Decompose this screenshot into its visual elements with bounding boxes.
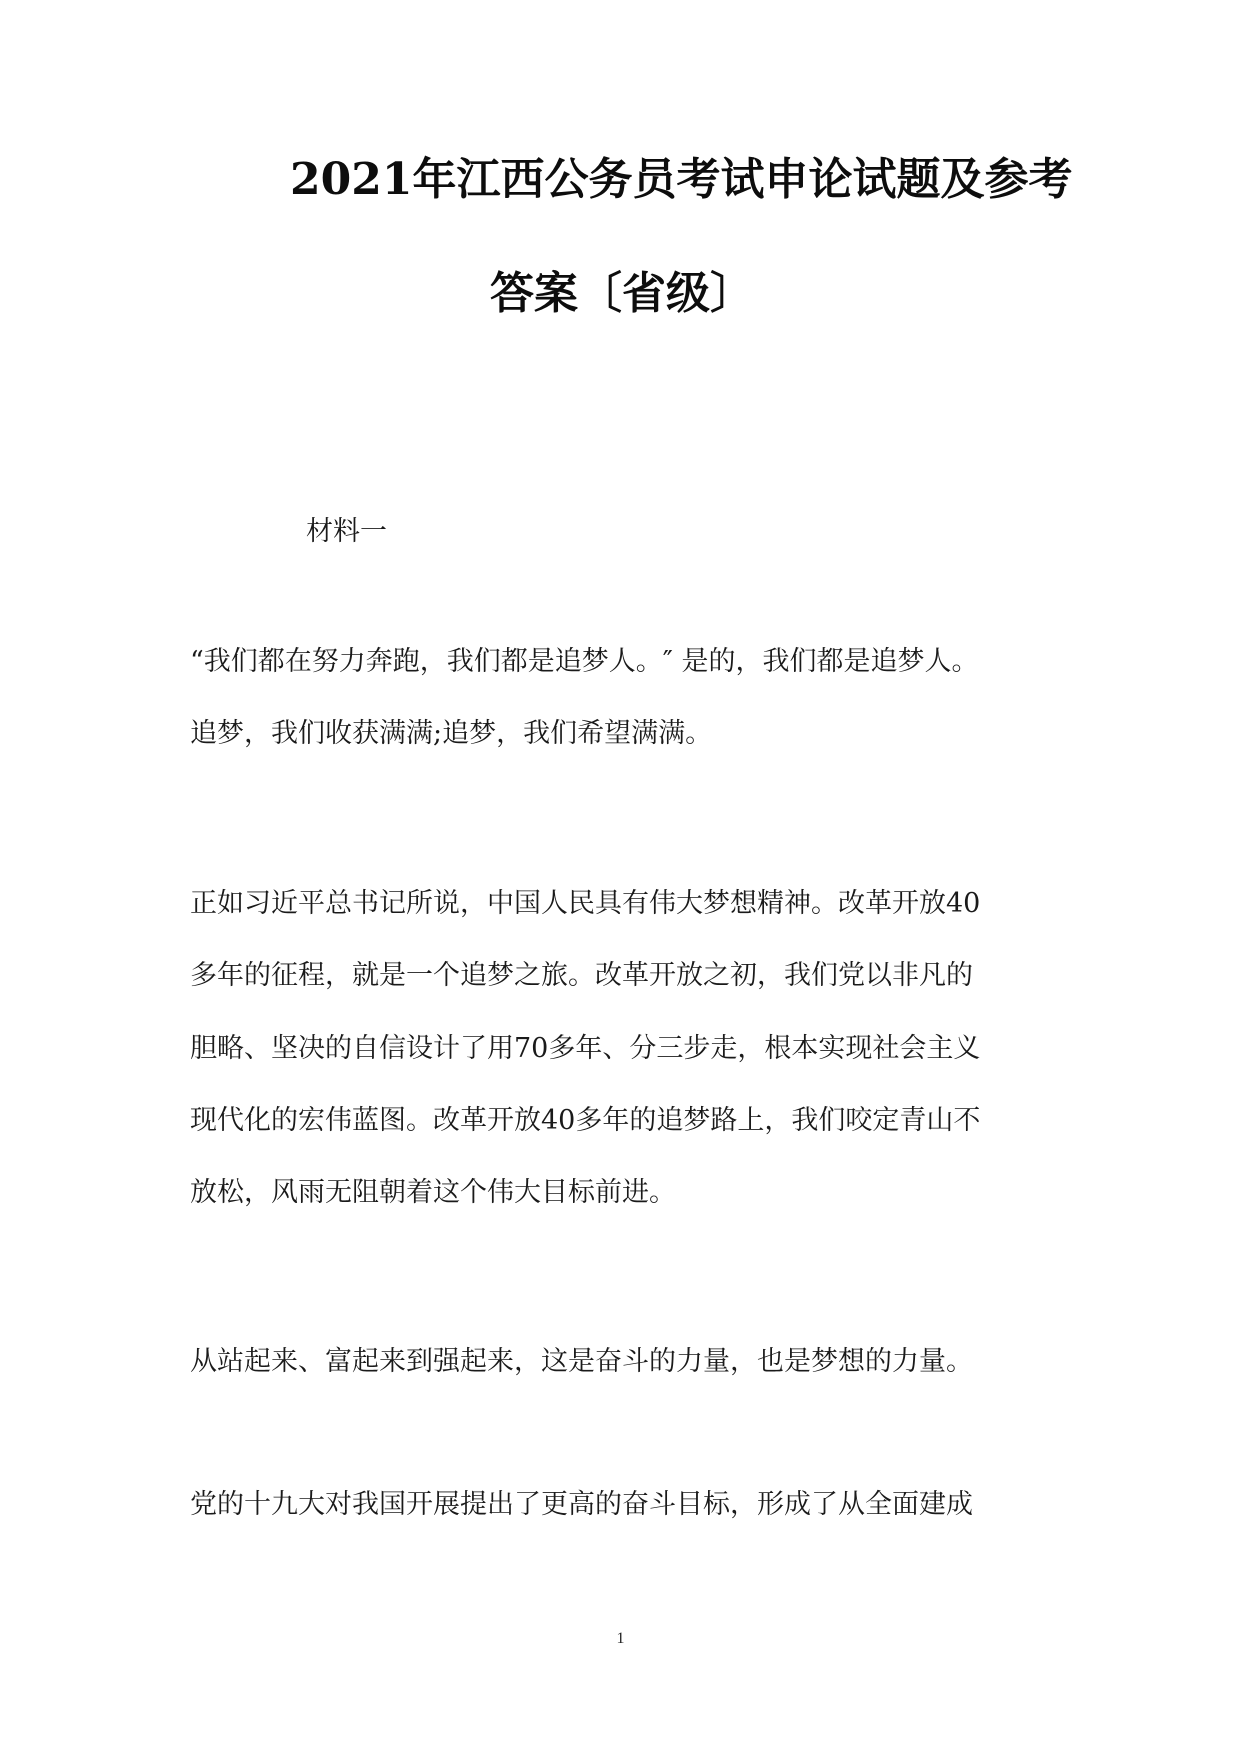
paragraph-1-line-2: 追梦，我们收获满满;追梦，我们希望满满。 bbox=[190, 718, 713, 749]
paragraph-2-line-5: 放松，风雨无阻朝着这个伟大目标前进。 bbox=[190, 1177, 676, 1208]
document-title-line-2: 答案〔省级〕 bbox=[490, 268, 754, 319]
material-label: 材料一 bbox=[306, 516, 387, 547]
paragraph-1-line-1: “我们都在努力奔跑，我们都是追梦人。″ 是的，我们都是追梦人。 bbox=[190, 646, 979, 677]
paragraph-2-line-1: 正如习近平总书记所说，中国人民具有伟大梦想精神。改革开放40 bbox=[190, 888, 981, 919]
paragraph-2-line-3: 胆略、坚决的自信设计了用70多年、分三步走，根本实现社会主义 bbox=[190, 1033, 981, 1064]
paragraph-2-line-2: 多年的征程，就是一个追梦之旅。改革开放之初，我们党以非凡的 bbox=[190, 960, 973, 991]
paragraph-4-line-1: 党的十九大对我国开展提出了更高的奋斗目标，形成了从全面建成 bbox=[190, 1489, 973, 1520]
paragraph-3-line-1: 从站起来、富起来到强起来，这是奋斗的力量，也是梦想的力量。 bbox=[190, 1346, 973, 1377]
page-number: 1 bbox=[616, 1630, 625, 1647]
document-title-line-1: 2021年江西公务员考试申论试题及参考 bbox=[290, 154, 1073, 205]
paragraph-2-line-4: 现代化的宏伟蓝图。改革开放40多年的追梦路上，我们咬定青山不 bbox=[190, 1105, 981, 1136]
